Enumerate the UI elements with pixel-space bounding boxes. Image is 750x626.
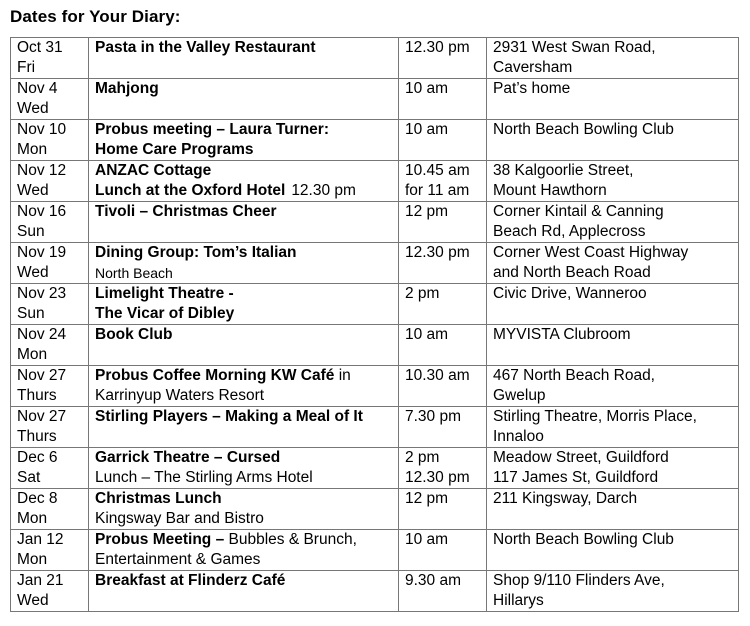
time-cell [399,38,487,79]
time-cell [399,120,487,161]
event-place-line2: Mount Hawthorn [493,182,607,199]
place-cell [487,489,739,530]
table-row [11,366,739,407]
event-place: 211 Kingsway, Darch [493,490,638,507]
event-cell [89,366,399,407]
event-place-line2: Beach Rd, Applecross [493,223,646,240]
time-cell [399,243,487,284]
event-day: Mon [17,510,48,527]
event-day: Wed [17,592,49,609]
event-time: 10 am [405,80,449,97]
time-cell [399,325,487,366]
date-cell [11,366,89,407]
date-cell [11,202,89,243]
time-cell [399,530,487,571]
event-time: 10.45 am [405,162,470,179]
event-date: Nov 12 [17,162,67,179]
event-subtitle: Entertainment & Games [95,551,261,568]
event-date: Dec 6 [17,449,58,466]
event-time-line2: 12.30 pm [405,469,470,486]
event-cell [89,407,399,448]
event-time: 10 am [405,531,449,548]
place-cell [487,79,739,120]
event-cell [89,243,399,284]
place-cell [487,243,739,284]
time-cell [399,202,487,243]
event-title: Pasta in the Valley Restaurant [95,39,316,56]
event-cell [89,79,399,120]
date-cell [11,243,89,284]
event-time: 10 am [405,121,449,138]
event-title: Mahjong [95,80,159,97]
event-time: 12 pm [405,203,449,220]
event-date: Nov 10 [17,121,67,138]
event-place: MYVISTA Clubroom [493,326,631,343]
event-title-line2: The Vicar of Dibley [95,305,235,322]
event-time: 2 pm [405,449,440,466]
event-day: Thurs [17,428,57,445]
date-cell [11,489,89,530]
event-time-line2: for 11 am [405,182,470,199]
event-title-line2: Home Care Programs [95,141,254,158]
event-title: Christmas Lunch [95,490,222,507]
event-date: Nov 24 [17,326,67,343]
event-time: 7.30 pm [405,408,462,425]
event-date: Nov 23 [17,285,67,302]
table-row [11,325,739,366]
place-cell [487,38,739,79]
date-cell [11,38,89,79]
table-row [11,489,739,530]
event-title: Tivoli – Christmas Cheer [95,203,277,220]
event-cell [89,202,399,243]
event-cell [89,325,399,366]
event-day: Thurs [17,387,57,404]
event-place-line2: Innaloo [493,428,544,445]
table-row [11,407,739,448]
event-day: Wed [17,264,49,281]
event-day: Mon [17,551,48,568]
place-cell [487,366,739,407]
event-place: Pat’s home [493,80,571,97]
event-cell [89,530,399,571]
event-place: 38 Kalgoorlie Street, [493,162,634,179]
event-day: Sun [17,223,45,240]
date-cell [11,120,89,161]
diary-table-body [11,38,739,612]
event-date: Nov 16 [17,203,67,220]
table-row [11,161,739,202]
event-place: Corner Kintail & Canning [493,203,664,220]
event-day: Mon [17,346,48,363]
event-place-line2: Hillarys [493,592,544,609]
event-title-tail: in [334,367,351,384]
time-cell [399,571,487,612]
date-cell [11,284,89,325]
time-cell [399,489,487,530]
event-place: Corner West Coast Highway [493,244,689,261]
event-date: Nov 4 [17,80,58,97]
event-date: Nov 19 [17,244,67,261]
event-day: Sun [17,305,45,322]
table-row [11,530,739,571]
page-title: Dates for Your Diary: [10,7,181,26]
event-date: Nov 27 [17,367,67,384]
place-cell [487,325,739,366]
event-subtitle: Karrinyup Waters Resort [95,387,265,404]
event-subtitle: Lunch – The Stirling Arms Hotel [95,469,313,486]
event-time: 9.30 am [405,572,462,589]
date-cell [11,79,89,120]
date-cell [11,448,89,489]
event-place-line2: Gwelup [493,387,546,404]
date-cell [11,407,89,448]
event-place-line2: and North Beach Road [493,264,651,281]
time-cell [399,284,487,325]
event-title: Garrick Theatre – Cursed [95,449,281,466]
event-title: Limelight Theatre - [95,285,234,302]
event-place: 2931 West Swan Road, [493,39,656,56]
event-date: Jan 12 [17,531,64,548]
date-cell [11,530,89,571]
event-subtitle: North Beach [95,265,173,281]
event-title: Probus Coffee Morning KW Café [95,367,335,384]
event-cell [89,489,399,530]
date-cell [11,571,89,612]
event-place: Stirling Theatre, Morris Place, [493,408,697,425]
place-cell [487,202,739,243]
place-cell [487,161,739,202]
place-cell [487,284,739,325]
event-place: North Beach Bowling Club [493,121,674,138]
table-row [11,571,739,612]
table-row [11,202,739,243]
event-day: Fri [17,59,36,76]
place-cell [487,407,739,448]
place-cell [487,120,739,161]
place-cell [487,571,739,612]
event-title: Dining Group: Tom’s Italian [95,244,297,261]
place-cell [487,448,739,489]
event-cell [89,448,399,489]
event-time: 10.30 am [405,367,470,384]
table-row [11,120,739,161]
event-title: Probus Meeting – [95,531,225,548]
date-cell [11,325,89,366]
event-title: Stirling Players – Making a Meal of It [95,408,363,425]
event-extra-time: 12.30 pm [291,182,356,199]
time-cell [399,366,487,407]
event-time: 10 am [405,326,449,343]
diary-table [10,37,739,612]
event-time: 2 pm [405,285,440,302]
event-time: 12.30 pm [405,244,470,261]
table-row [11,243,739,284]
event-title-line2: Lunch at the Oxford Hotel [95,182,286,199]
event-place-line2: 117 James St, Guildford [493,469,659,486]
event-time: 12 pm [405,490,449,507]
event-date: Dec 8 [17,490,58,507]
event-place: North Beach Bowling Club [493,531,674,548]
event-time: 12.30 pm [405,39,470,56]
event-cell [89,161,399,202]
event-date: Jan 21 [17,572,64,589]
time-cell [399,161,487,202]
event-title: ANZAC Cottage [95,162,212,179]
event-place: Civic Drive, Wanneroo [493,285,647,302]
table-row [11,448,739,489]
event-subtitle: Kingsway Bar and Bistro [95,510,264,527]
event-date: Oct 31 [17,39,63,56]
time-cell [399,79,487,120]
event-title-tail: Bubbles & Brunch, [224,531,357,548]
event-place-line2: Caversham [493,59,573,76]
event-day: Wed [17,182,49,199]
event-title: Breakfast at Flinderz Café [95,572,286,589]
time-cell [399,407,487,448]
table-row [11,38,739,79]
event-date: Nov 27 [17,408,67,425]
place-cell [487,530,739,571]
event-cell [89,284,399,325]
event-place: Meadow Street, Guildford [493,449,669,466]
event-cell [89,120,399,161]
event-title: Book Club [95,326,173,343]
event-day: Wed [17,100,49,117]
event-title: Probus meeting – Laura Turner: [95,121,329,138]
time-cell [399,448,487,489]
event-cell [89,571,399,612]
table-row [11,79,739,120]
event-place: 467 North Beach Road, [493,367,655,384]
event-day: Mon [17,141,48,158]
event-day: Sat [17,469,41,486]
table-row [11,284,739,325]
event-place: Shop 9/110 Flinders Ave, [493,572,665,589]
date-cell [11,161,89,202]
event-cell [89,38,399,79]
